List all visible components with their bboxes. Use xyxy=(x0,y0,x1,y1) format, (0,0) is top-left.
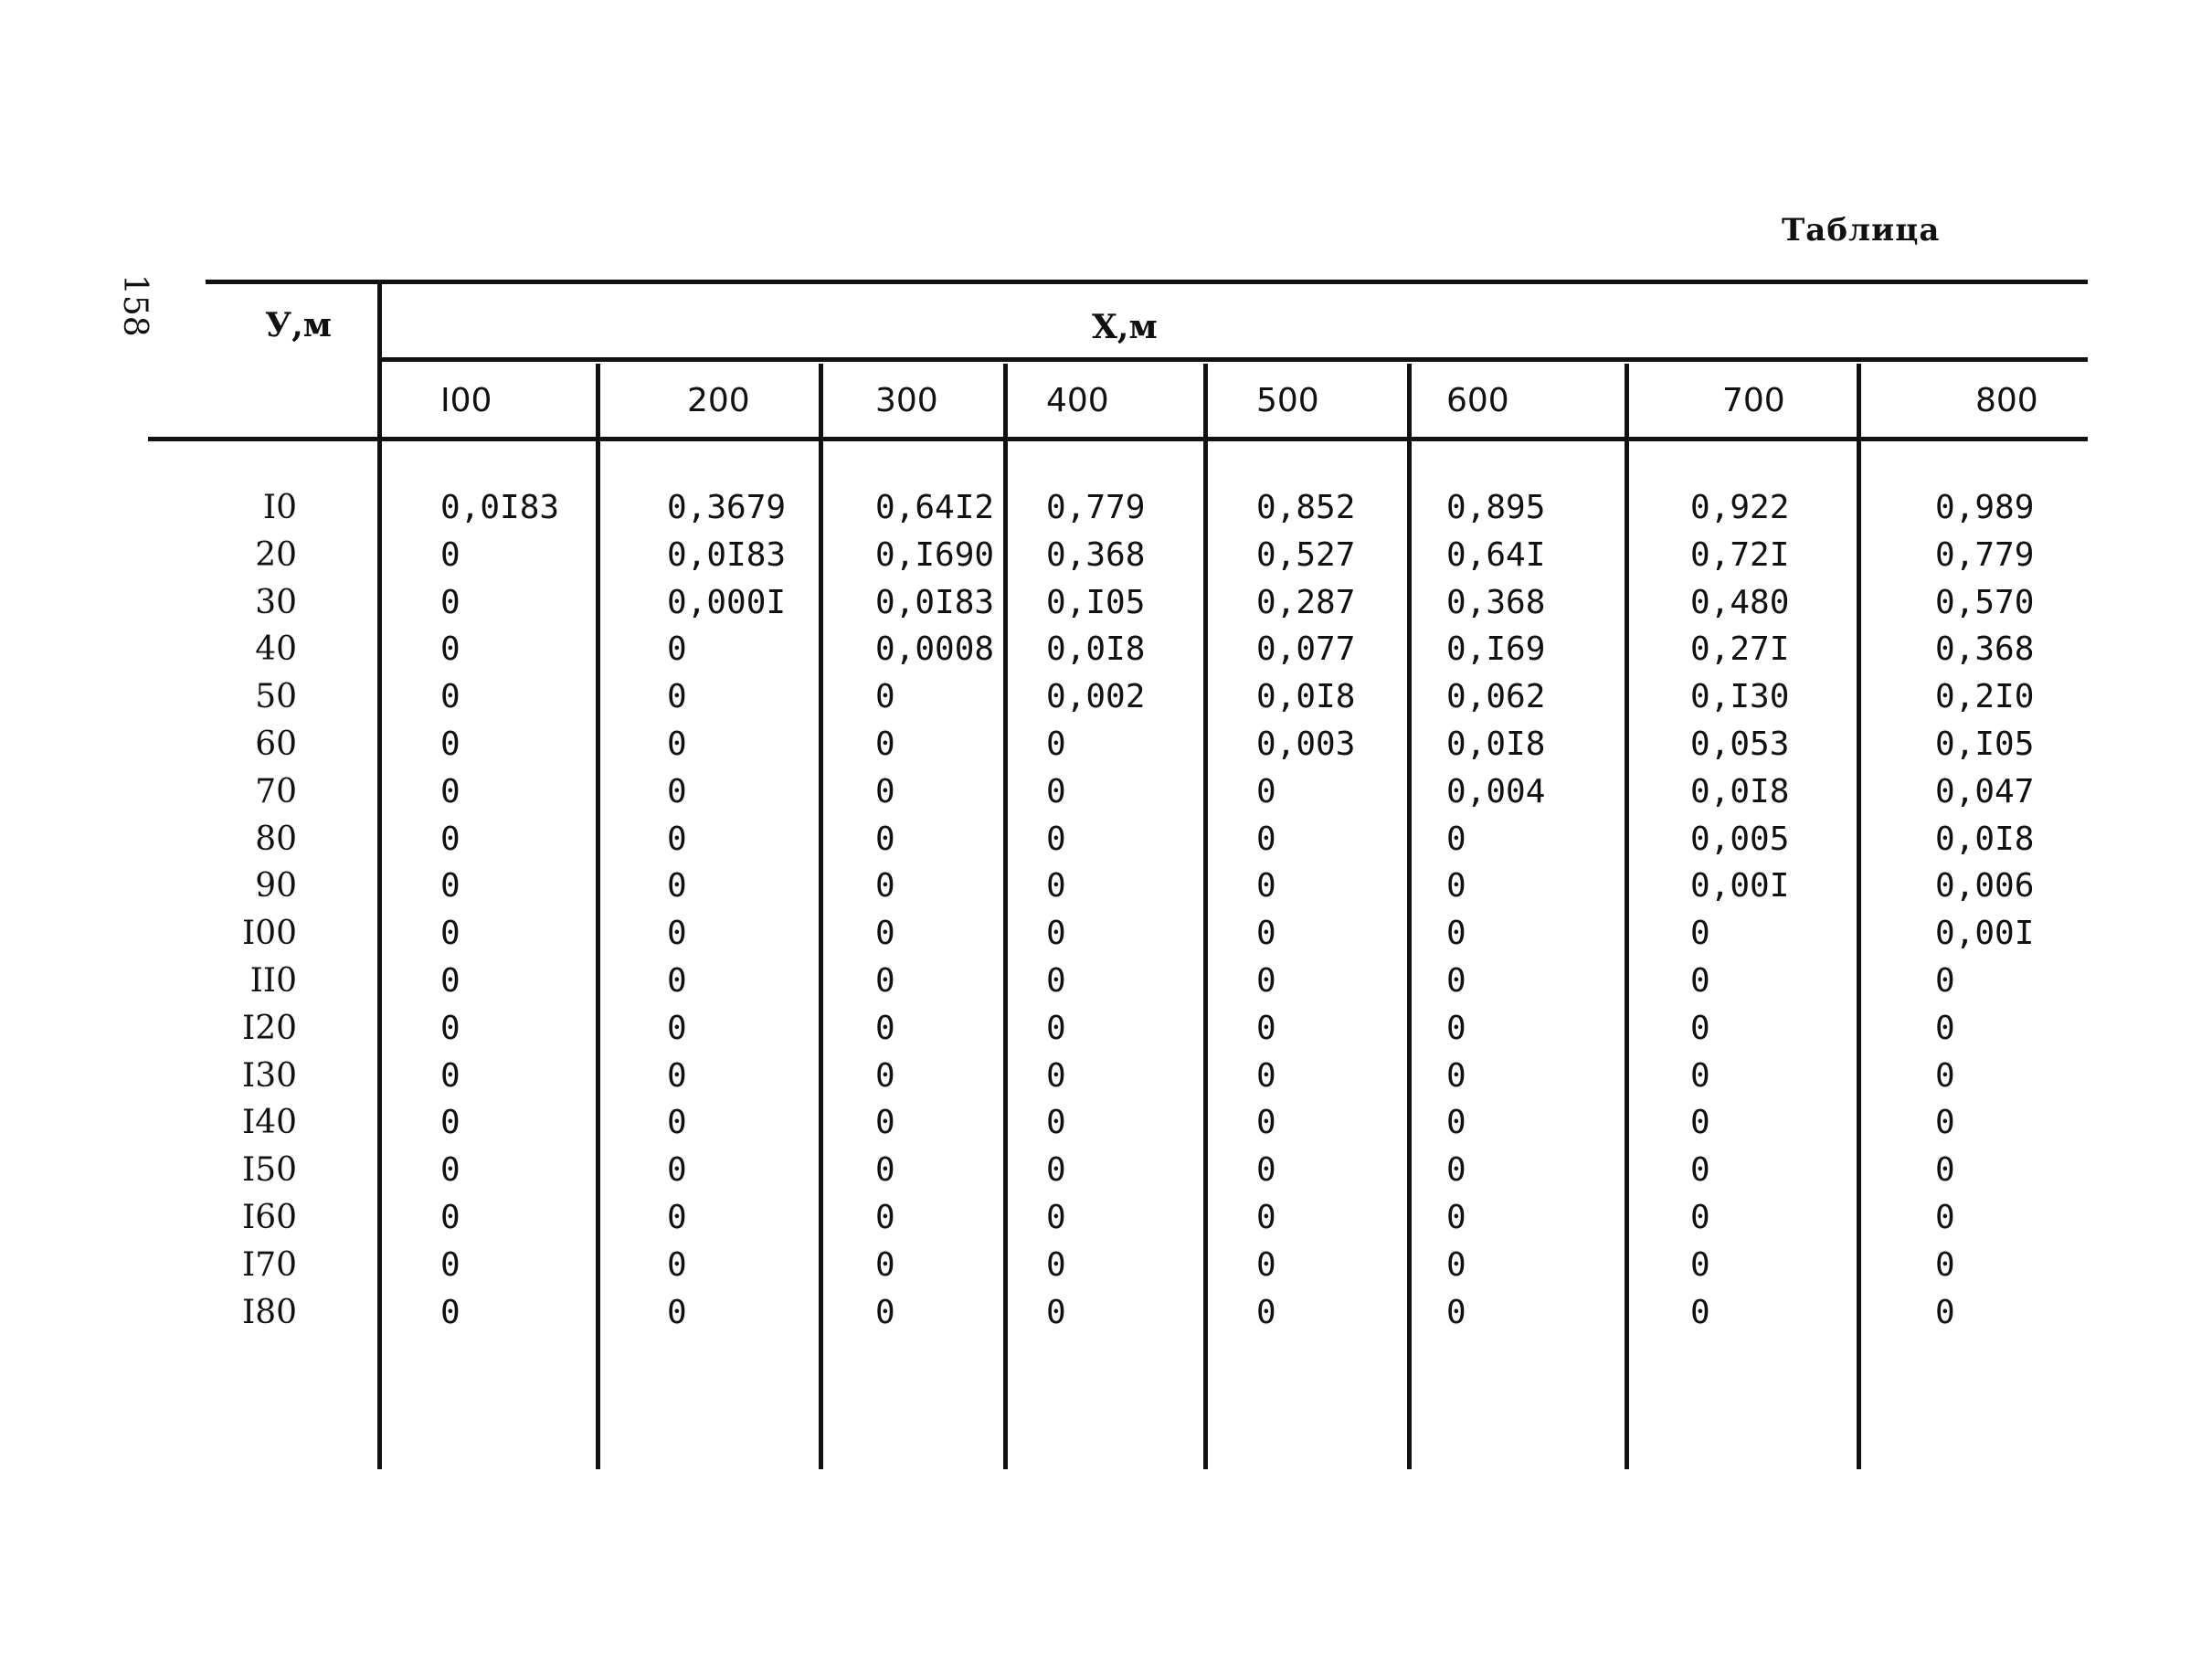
table-cell: 0 xyxy=(1446,1009,1466,1047)
table-cell: 0 xyxy=(440,1245,460,1284)
table-cell: 0 xyxy=(1256,1199,1276,1236)
table-cell: 0 xyxy=(440,725,460,763)
table-cell: 0 xyxy=(1690,962,1710,1000)
table-cell: 0 xyxy=(1046,915,1066,953)
table-cell: 0 xyxy=(1046,1199,1066,1236)
table-cell: 0 xyxy=(440,1151,460,1190)
table-cell: 0,368 xyxy=(1446,583,1546,621)
table-cell: 0 xyxy=(875,1009,895,1047)
table-cell: 0,0I8 xyxy=(1690,772,1790,810)
table-cell: 0 xyxy=(440,867,460,905)
table-cell: 0 xyxy=(1446,867,1466,905)
col-divider-1 xyxy=(596,364,600,1469)
table-cell: 0,004 xyxy=(1446,772,1546,810)
table-cell: 0 xyxy=(875,820,895,858)
table-caption: Таблица xyxy=(1782,212,1941,249)
table-cell: 0,895 xyxy=(1446,489,1546,526)
column-header: 500 xyxy=(1256,382,1319,419)
table-cell: 0 xyxy=(440,772,460,810)
row-label: I60 xyxy=(241,1199,297,1236)
x-axis-header: Х,м xyxy=(1092,308,1158,346)
table-cell: 0,0I83 xyxy=(667,535,787,574)
table-cell: 0 xyxy=(440,1009,460,1047)
table-cell: 0,00I xyxy=(1690,867,1790,905)
table-cell: 0 xyxy=(1446,1245,1466,1284)
table-cell: 0,I690 xyxy=(875,535,995,574)
table-cell: 0 xyxy=(1046,725,1066,763)
table-cell: 0 xyxy=(1935,1104,1955,1142)
table-cell: 0 xyxy=(1046,867,1066,905)
table-cell: 0 xyxy=(1046,820,1066,858)
row-label: 20 xyxy=(255,535,297,574)
table-cell: 0,002 xyxy=(1046,678,1146,716)
column-header: 300 xyxy=(875,382,938,419)
table-cell: 0,I69 xyxy=(1446,630,1546,669)
column-header: 200 xyxy=(687,382,750,419)
row-label: I70 xyxy=(241,1245,297,1284)
table-cell: 0 xyxy=(875,915,895,953)
table-cell: 0 xyxy=(440,962,460,1000)
row-label: I20 xyxy=(241,1009,297,1047)
table-cell: 0,287 xyxy=(1256,583,1356,621)
table-cell: 0 xyxy=(440,535,460,574)
table-cell: 0 xyxy=(1690,915,1710,953)
table-cell: 0,0I8 xyxy=(1446,725,1546,763)
table-cell: 0 xyxy=(1690,1293,1710,1331)
table-cell: 0 xyxy=(1690,1104,1710,1142)
page-number: 158 xyxy=(116,274,153,337)
table-cell: 0,922 xyxy=(1690,489,1790,526)
table-cell: 0,779 xyxy=(1046,489,1146,526)
table-cell: 0 xyxy=(1256,1104,1276,1142)
table-cell: 0,64I2 xyxy=(875,489,995,526)
table-cell: 0 xyxy=(1046,1009,1066,1047)
header-bottom-rule xyxy=(148,437,2088,441)
table-cell: 0 xyxy=(1446,1199,1466,1236)
col-divider-7 xyxy=(1857,364,1861,1469)
table-cell: 0,006 xyxy=(1935,867,2035,905)
table-cell: 0 xyxy=(1256,1009,1276,1047)
x-header-rule xyxy=(377,357,2088,362)
table-cell: 0,003 xyxy=(1256,725,1356,763)
row-label: 30 xyxy=(255,583,297,621)
table-cell: 0 xyxy=(440,583,460,621)
row-label: I0 xyxy=(262,489,297,526)
table-cell: 0 xyxy=(1256,820,1276,858)
row-label: 60 xyxy=(255,725,297,763)
table-cell: 0 xyxy=(1256,1151,1276,1190)
table-cell: 0,72I xyxy=(1690,535,1790,574)
table-cell: 0 xyxy=(1935,962,1955,1000)
table-cell: 0 xyxy=(1935,1293,1955,1331)
col-divider-2 xyxy=(819,364,823,1469)
table-cell: 0 xyxy=(875,772,895,810)
table-cell: 0 xyxy=(1690,1056,1710,1095)
table-cell: 0,779 xyxy=(1935,535,2035,574)
table-cell: 0 xyxy=(1446,915,1466,953)
table-cell: 0 xyxy=(667,1151,687,1190)
row-label: 40 xyxy=(255,630,297,669)
col-divider-4 xyxy=(1203,364,1208,1469)
row-label: I50 xyxy=(241,1151,297,1190)
row-label: I00 xyxy=(241,915,297,953)
table-cell: 0 xyxy=(1256,1056,1276,1095)
row-label: I30 xyxy=(241,1056,297,1095)
table-cell: 0 xyxy=(1446,820,1466,858)
table-cell: 0 xyxy=(1935,1056,1955,1095)
table-cell: 0 xyxy=(667,1199,687,1236)
table-cell: 0 xyxy=(440,678,460,716)
table-cell: 0 xyxy=(1046,1245,1066,1284)
table-cell: 0 xyxy=(1446,1056,1466,1095)
table-cell: 0 xyxy=(667,820,687,858)
table-cell: 0 xyxy=(667,1245,687,1284)
table-cell: 0,27I xyxy=(1690,630,1790,669)
table-cell: 0,053 xyxy=(1690,725,1790,763)
table-cell: 0,0I8 xyxy=(1046,630,1146,669)
table-cell: 0 xyxy=(875,1056,895,1095)
table-cell: 0 xyxy=(667,1009,687,1047)
table-cell: 0 xyxy=(875,1245,895,1284)
table-cell: 0 xyxy=(1046,772,1066,810)
table-cell: 0,989 xyxy=(1935,489,2035,526)
table-cell: 0 xyxy=(1446,1151,1466,1190)
table-cell: 0,I05 xyxy=(1935,725,2035,763)
table-cell: 0,I30 xyxy=(1690,678,1790,716)
row-label: 90 xyxy=(255,867,297,905)
table-cell: 0,077 xyxy=(1256,630,1356,669)
table-cell: 0 xyxy=(667,867,687,905)
table-cell: 0 xyxy=(667,630,687,669)
table-cell: 0 xyxy=(667,678,687,716)
table-cell: 0 xyxy=(667,1293,687,1331)
table-cell: 0 xyxy=(1256,867,1276,905)
table-cell: 0 xyxy=(875,725,895,763)
table-cell: 0,0I8 xyxy=(1256,678,1356,716)
table-cell: 0 xyxy=(875,1151,895,1190)
column-header: 400 xyxy=(1046,382,1109,419)
table-cell: 0 xyxy=(875,962,895,1000)
table-cell: 0 xyxy=(875,1293,895,1331)
row-label: I80 xyxy=(241,1293,297,1331)
table-cell: 0 xyxy=(1690,1245,1710,1284)
table-cell: 0,0I8 xyxy=(1935,820,2035,858)
table-cell: 0,852 xyxy=(1256,489,1356,526)
table-cell: 0,2I0 xyxy=(1935,678,2035,716)
table-cell: 0 xyxy=(1446,1293,1466,1331)
table-cell: 0,047 xyxy=(1935,772,2035,810)
table-cell: 0 xyxy=(1690,1199,1710,1236)
table-cell: 0 xyxy=(440,820,460,858)
table-cell: 0 xyxy=(667,1104,687,1142)
table-cell: 0,00I xyxy=(1935,915,2035,953)
table-cell: 0,0I83 xyxy=(875,583,995,621)
row-label: 50 xyxy=(255,678,297,716)
table-cell: 0,480 xyxy=(1690,583,1790,621)
table-cell: 0 xyxy=(440,630,460,669)
table-cell: 0,0008 xyxy=(875,630,995,669)
table-cell: 0,3679 xyxy=(667,489,787,526)
table-cell: 0 xyxy=(1256,962,1276,1000)
col-divider-5 xyxy=(1407,364,1412,1469)
table-cell: 0,64I xyxy=(1446,535,1546,574)
col-divider-3 xyxy=(1003,364,1008,1469)
table-cell: 0 xyxy=(440,1104,460,1142)
table-cell: 0,I05 xyxy=(1046,583,1146,621)
table-cell: 0,005 xyxy=(1690,820,1790,858)
table-cell: 0 xyxy=(440,1056,460,1095)
table-cell: 0 xyxy=(1690,1151,1710,1190)
column-header: I00 xyxy=(440,382,492,419)
table-cell: 0 xyxy=(667,1056,687,1095)
y-axis-header: У,м xyxy=(265,306,333,344)
table-cell: 0 xyxy=(440,1293,460,1331)
table-cell: 0,368 xyxy=(1046,535,1146,574)
table-cell: 0 xyxy=(1256,915,1276,953)
row-label: II0 xyxy=(249,962,297,1000)
row-label: 70 xyxy=(255,772,297,810)
table-cell: 0 xyxy=(875,678,895,716)
row-label: 80 xyxy=(255,820,297,858)
table-cell: 0 xyxy=(667,772,687,810)
table-cell: 0,570 xyxy=(1935,583,2035,621)
table-cell: 0 xyxy=(1690,1009,1710,1047)
table-cell: 0 xyxy=(1046,1056,1066,1095)
col-divider-6 xyxy=(1625,364,1629,1469)
table-cell: 0 xyxy=(667,962,687,1000)
y-column-divider xyxy=(377,280,382,1469)
table-cell: 0 xyxy=(1935,1151,1955,1190)
table-cell: 0 xyxy=(875,867,895,905)
table-cell: 0,000I xyxy=(667,583,787,621)
table-cell: 0 xyxy=(1046,962,1066,1000)
table-cell: 0 xyxy=(1256,1245,1276,1284)
table-cell: 0 xyxy=(875,1199,895,1236)
top-rule xyxy=(206,280,2088,284)
table-cell: 0,368 xyxy=(1935,630,2035,669)
table-cell: 0 xyxy=(1256,1293,1276,1331)
table-cell: 0 xyxy=(667,915,687,953)
column-header: 800 xyxy=(1975,382,2038,419)
table-cell: 0 xyxy=(667,725,687,763)
table-cell: 0,062 xyxy=(1446,678,1546,716)
table-cell: 0,527 xyxy=(1256,535,1356,574)
table-cell: 0 xyxy=(1046,1104,1066,1142)
table-cell: 0,0I83 xyxy=(440,489,560,526)
column-header: 600 xyxy=(1446,382,1509,419)
table-cell: 0 xyxy=(1935,1009,1955,1047)
table-cell: 0 xyxy=(1446,962,1466,1000)
table-cell: 0 xyxy=(1935,1245,1955,1284)
table-cell: 0 xyxy=(440,1199,460,1236)
column-header: 700 xyxy=(1722,382,1785,419)
table-cell: 0 xyxy=(1046,1151,1066,1190)
table-cell: 0 xyxy=(1256,772,1276,810)
table-cell: 0 xyxy=(1935,1199,1955,1236)
table-cell: 0 xyxy=(1446,1104,1466,1142)
table-cell: 0 xyxy=(440,915,460,953)
table-cell: 0 xyxy=(1046,1293,1066,1331)
row-label: I40 xyxy=(241,1104,297,1142)
table-cell: 0 xyxy=(875,1104,895,1142)
